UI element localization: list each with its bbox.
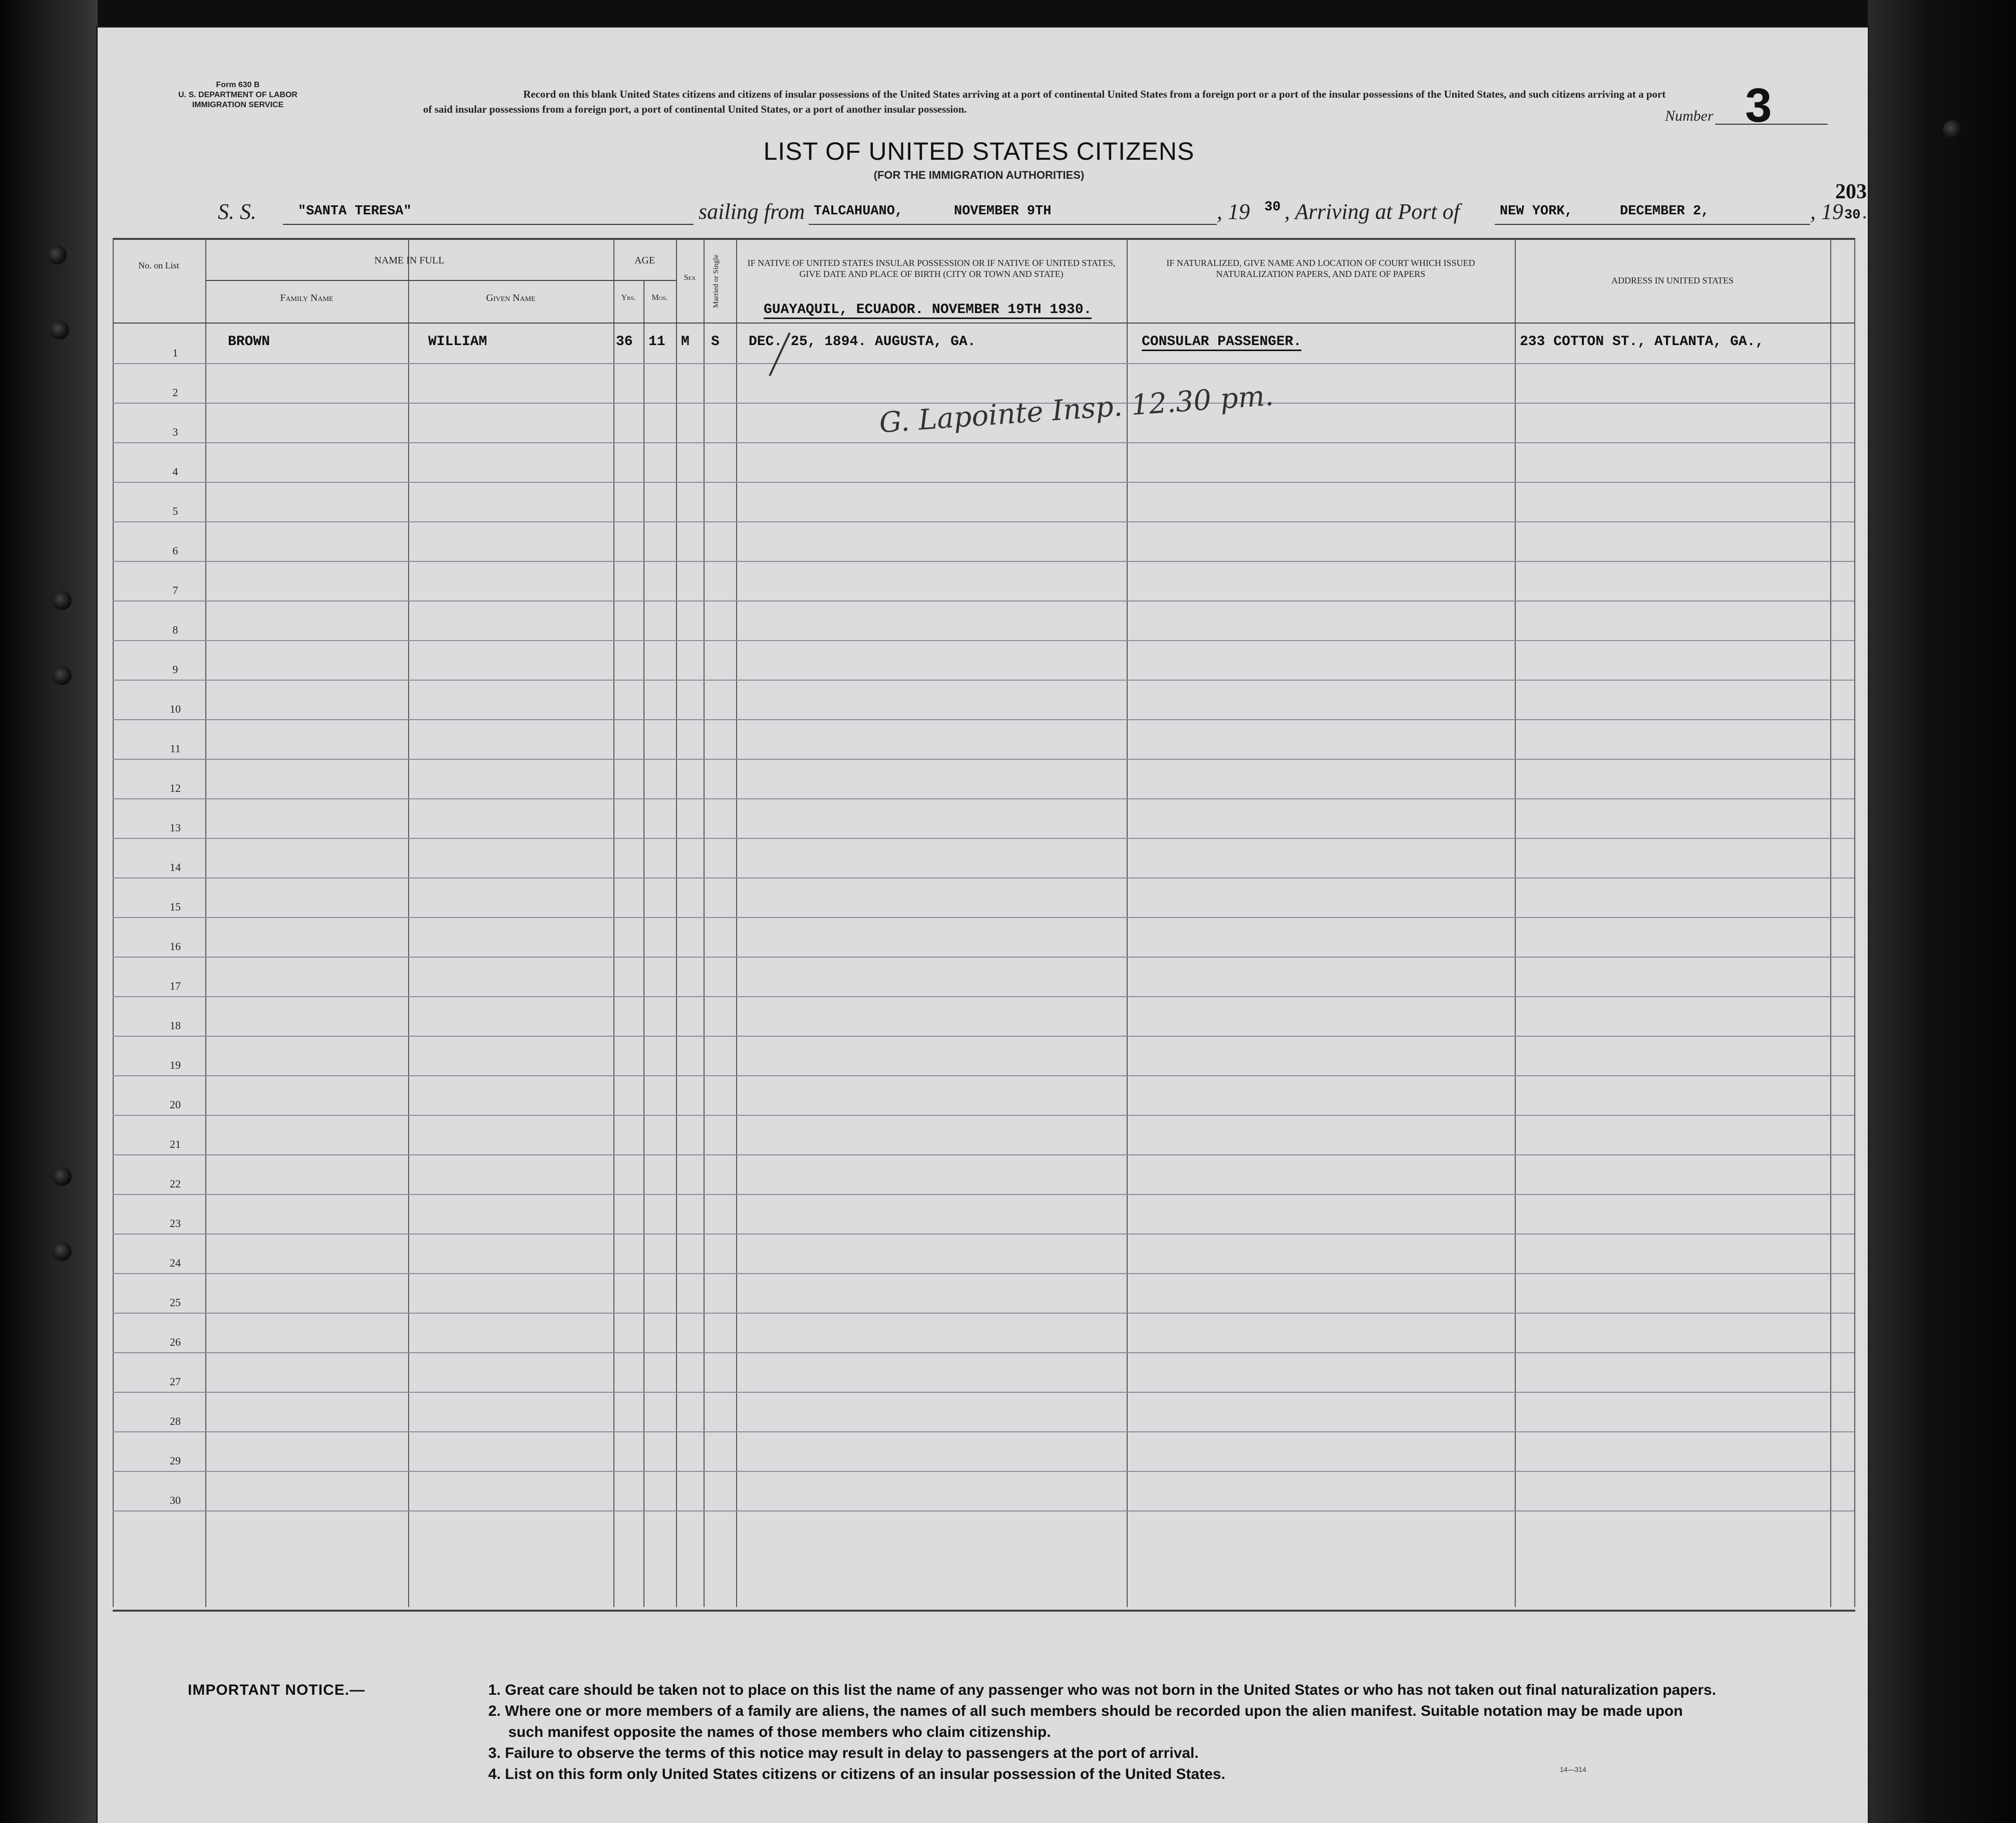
col-line [1127, 240, 1128, 1607]
row-rule [113, 363, 1854, 364]
sex-cell: M [681, 334, 690, 350]
col-line [113, 240, 114, 1607]
scan-right-border [1868, 0, 2016, 1823]
row-rule [113, 482, 1854, 483]
notice-item: such manifest opposite the names of those members who claim citizenship. [508, 1724, 1051, 1740]
number-value: 3 [1745, 79, 1772, 132]
row-rule [113, 680, 1854, 681]
row-number: 23 [170, 1217, 181, 1230]
row-number: 13 [170, 821, 181, 834]
row-rule [113, 1194, 1854, 1195]
header-native-place: IF NATIVE OF UNITED STATES INSULAR POSSESSION OR IF NATIVE OF UNITED STATES, GIVE DATE AND PLACE OF BIRTH (CITY OR TOWN AND STATE) [747, 258, 1116, 279]
row-number: 14 [170, 861, 181, 873]
row-rule [113, 838, 1854, 839]
notice-item: 1. Great care should be taken not to place on this list the name of any passenger who was not born in the United States or who has not taken out final naturalization papers. [488, 1682, 1717, 1698]
notice-item: 4. List on this form only United States citizens or citizens of an insular possession of the United States. [488, 1766, 1225, 1782]
scan-left-border [0, 0, 98, 1823]
form-number: Form 630 B [216, 81, 260, 89]
passenger-table [113, 238, 1855, 1612]
row-rule [113, 1273, 1854, 1274]
address-cell: 233 COTTON ST., ATLANTA, GA., [1520, 334, 1764, 350]
row-number: 22 [170, 1177, 181, 1190]
row-rule [113, 1115, 1854, 1116]
header-married-or-single: Married or Single [712, 254, 720, 309]
given-name-cell: WILLIAM [428, 334, 487, 350]
year-suffix-2: 30. [1844, 208, 1869, 223]
notice-item: 2. Where one or more members of a family are aliens, the names of all such members should be recorded upon the alien manifest. Suitable notation may be made upon [488, 1703, 1683, 1719]
row-number: 15 [170, 900, 181, 913]
row-number: 24 [170, 1257, 181, 1269]
row-rule [113, 957, 1854, 958]
header-bottom [113, 323, 1854, 324]
row-rule [113, 1431, 1854, 1432]
header-mos: Mos. [651, 293, 668, 302]
row-rule [113, 1075, 1854, 1076]
row-number: 6 [172, 544, 178, 557]
row-rule [113, 798, 1854, 799]
ss-label: S. S. [218, 199, 256, 224]
row-rule [113, 1036, 1854, 1037]
row-rule [113, 719, 1854, 720]
row-number: 20 [170, 1098, 181, 1111]
page-stamp-number: 203 [1835, 180, 1867, 203]
header-given-name: Given Name [486, 292, 536, 303]
header-name-in-full: NAME IN FULL [374, 255, 445, 266]
marital-cell: S [711, 334, 720, 350]
row-rule [113, 1234, 1854, 1235]
row-number: 21 [170, 1138, 181, 1150]
arrival-port: NEW YORK, [1500, 204, 1573, 219]
row-number: 8 [172, 624, 178, 636]
age-yrs-cell: 36 [616, 334, 633, 350]
sailing-date: NOVEMBER 9TH [954, 204, 1052, 219]
row-number: 16 [170, 940, 181, 953]
col-line [1854, 240, 1855, 1607]
col-line [676, 240, 677, 1607]
row-number: 29 [170, 1454, 181, 1467]
year-prefix-1: , 19 [1217, 199, 1250, 224]
arriving-label: , Arriving at Port of [1284, 199, 1460, 224]
naturalization-cell: CONSULAR PASSENGER. [1142, 334, 1301, 351]
row-number: 18 [170, 1019, 181, 1032]
print-code: 14—314 [1560, 1765, 1586, 1773]
binder-hole-icon [53, 666, 72, 685]
family-name-cell: BROWN [228, 334, 270, 350]
row-rule [113, 561, 1854, 562]
header-family-name: Family Name [280, 292, 333, 303]
binder-hole-icon [50, 321, 69, 340]
row-rule [113, 1313, 1854, 1314]
row-number: 1 [172, 347, 178, 359]
row-rule [113, 759, 1854, 760]
binder-hole-icon [53, 591, 72, 610]
header-divider [205, 280, 676, 281]
row-number: 2 [172, 386, 178, 399]
ship-name-line [283, 224, 694, 225]
row-number: 19 [170, 1059, 181, 1071]
row-rule [113, 1510, 1854, 1511]
row-number: 9 [172, 663, 178, 676]
form-department: U. S. DEPARTMENT OF LABOR [178, 91, 297, 99]
header-naturalized: IF NATURALIZED, GIVE NAME AND LOCATION OF COURT WHICH ISSUED NATURALIZATION PAPERS, AND DATE OF PAPERS [1166, 258, 1475, 279]
record-instructions: Record on this blank United States citizens and citizens of insular possessions of the United States arriving at a port of continental United States from a foreign port or a port of the insular possessions of the United States, and such citizens arriving at a port of said insular possessions from a foreign port, a port of continental United States, or a port of another insular possession. [423, 88, 1666, 115]
manifest-page [98, 28, 1868, 1823]
col-line [205, 240, 206, 1607]
col-line [1515, 240, 1516, 1607]
sailing-from-label: sailing from [699, 199, 805, 224]
row-rule [113, 1471, 1854, 1472]
form-identifier [148, 80, 328, 110]
binder-hole-icon [53, 1167, 72, 1186]
col-line [408, 240, 409, 1607]
header-yrs: Yrs. [621, 293, 636, 302]
row-number: 11 [170, 742, 181, 755]
notice-item: 3. Failure to observe the terms of this notice may result in delay to passengers at the port of arrival. [488, 1745, 1199, 1761]
row-rule [113, 640, 1854, 641]
age-mos-cell: 11 [648, 334, 665, 350]
header-no-on-list: No. on List [138, 260, 179, 270]
row-number: 27 [170, 1375, 181, 1388]
row-number: 30 [170, 1494, 181, 1506]
binder-hole-icon [53, 1242, 72, 1261]
row-rule [113, 996, 1854, 997]
col-line [704, 240, 705, 1607]
year-prefix-2: , 19 [1810, 199, 1843, 224]
ship-name: "SANTA TERESA" [298, 204, 412, 219]
row-number: 7 [172, 584, 178, 596]
row-number: 5 [172, 505, 178, 517]
row-rule [113, 917, 1854, 918]
col-line [643, 280, 644, 1607]
col-line [613, 240, 614, 1607]
header-age: AGE [634, 255, 655, 266]
row-number: 10 [170, 703, 181, 715]
arrival-date: DECEMBER 2, [1620, 204, 1710, 219]
form-service: IMMIGRATION SERVICE [192, 101, 284, 109]
binder-hole-icon [1943, 120, 1962, 139]
row-rule [113, 1352, 1854, 1353]
voyage-line [98, 193, 1868, 233]
row-number: 3 [172, 426, 178, 438]
notice-heading: IMPORTANT NOTICE.— [188, 1682, 366, 1698]
arrival-line [1495, 224, 1810, 225]
page-title: LIST OF UNITED STATES CITIZENS [763, 137, 1195, 165]
row-rule [113, 1154, 1854, 1155]
col-line [736, 240, 737, 1607]
number-label: Number [1665, 108, 1714, 124]
row-number: 26 [170, 1336, 181, 1348]
col-line [1830, 240, 1831, 1607]
birth-cell: DEC. 25, 1894. AUGUSTA, GA. [749, 334, 976, 350]
page-subtitle: (FOR THE IMMIGRATION AUTHORITIES) [873, 169, 1085, 181]
header-sex: Sex [684, 273, 696, 282]
sailing-from-port: TALCAHUANO, [814, 204, 903, 219]
row-number: 17 [170, 980, 181, 992]
row-number: 4 [172, 465, 178, 478]
row-rule [113, 1392, 1854, 1393]
binder-hole-icon [48, 245, 67, 264]
row-number: 28 [170, 1415, 181, 1427]
year-suffix-1: 30 [1264, 200, 1281, 215]
row-rule [113, 442, 1854, 443]
header-address: ADDRESS IN UNITED STATES [1611, 275, 1734, 285]
row-rule [113, 521, 1854, 522]
inspector-signature: G. Lapointe Insp. 12.30 pm. [878, 379, 1275, 440]
row-number: 12 [170, 782, 181, 794]
sailing-line [809, 224, 1217, 225]
row-rule [113, 600, 1854, 601]
row-rule [113, 877, 1854, 878]
guayaquil-note: GUAYAQUIL, ECUADOR. NOVEMBER 19TH 1930. [764, 302, 1092, 319]
row-number: 25 [170, 1296, 181, 1309]
